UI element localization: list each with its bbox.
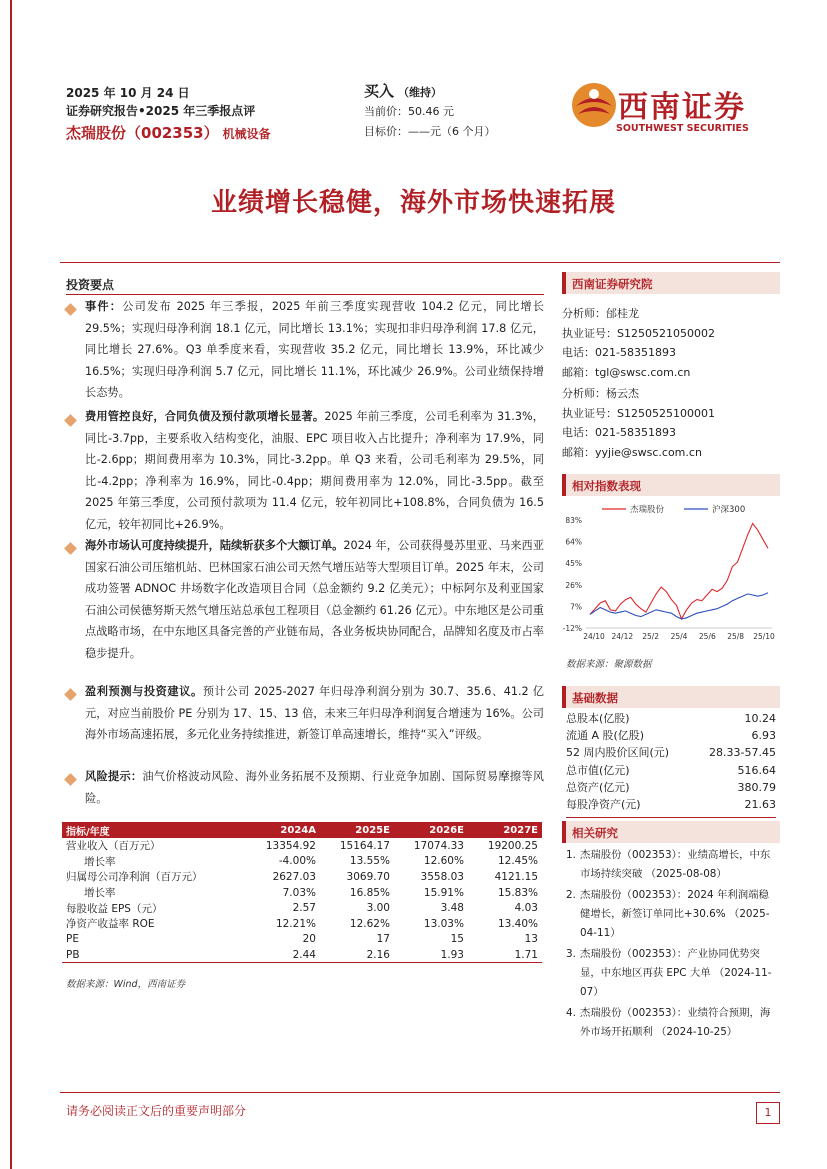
point-risk [66,766,544,809]
basic-data-divider [566,817,776,818]
research-title[interactable]: 杰瑞股份（002353）：业绩符合预期，海外市场开拓顺利 （2024-10-25） [580,1007,771,1038]
basic-data-label: 流通 A 股(亿股) [566,729,645,743]
research-item[interactable] [566,945,778,1002]
table-cell: 13.40% [497,917,538,930]
table-cell: 3.48 [440,902,464,915]
analyst-phone: 电话：021-58351893 [562,346,676,359]
table-cell: 12.62% [349,917,390,930]
section-heading: 投资要点 [66,278,115,292]
company-logo-icon [570,76,618,134]
table-cell: 15164.17 [339,839,390,852]
point-cost [66,406,544,535]
basic-data-value: 28.33-57.45 [709,746,776,760]
table-cell: 2.16 [320,947,394,963]
x-tick-label: 25/6 [698,632,716,641]
point-text: 公司发布 2025 年三季报，2025 年前三季度实现营收 104.2 亿元，同比增长 29.5%；实现归母净利润 18.1 亿元，同比增长 13.1%；实现扣非归母净利润 17.8 亿元，同比增长 27.6%。Q3 单季度来看，实现营收 35.2 亿元，同比增长 13.9%，环比减少 16.5%；实现归母净利润 5.7 亿元，同比增长 11.1%，环比减少 26.9%。公司业绩保持增长态势。 [85,300,544,399]
analyst-email[interactable]: 邮箱：yyjie@swsc.com.cn [562,445,702,459]
point-text: 2025 年前三季度，公司毛利率为 31.3%，同比-3.7pp，主要系收入结构变化，油服、EPC 项目收入占比提升；净利率为 17.9%，同比-2.6pp；期间费用率为 10.3%，同比-3.2pp。单 Q3 来看，公司毛利率为 29.5%，同比-4.2pp；净利率为 16.9%，同比-0.4pp；期间费用率为 12.0%，同比-3.5pp。截至 2025 年第三季度，公司预付款项为 11.4 亿元，较年初同比+108.8%，合同负债为 16.5 亿元，较年初同比+26.9%。 [85,410,544,531]
legend-label: 杰瑞股份 [630,505,665,515]
table-row [62,854,542,870]
table-cell: 12.60% [423,855,464,868]
x-tick-label: 25/2 [642,632,660,641]
basic-data-value: 516.64 [737,763,776,777]
table-row [62,900,542,916]
table-cell: 7.03% [282,886,316,899]
series-line [590,523,768,619]
rating-status: （维持） [398,86,443,99]
research-title[interactable]: 杰瑞股份（002353）：2024 年利润端稳健增长，新签订单同比+30.6% （2025-04-11） [580,889,770,939]
divider [60,262,780,263]
table-header: 指标/年度 [62,822,246,838]
basic-data-value: 380.79 [737,780,776,794]
basic-data-value: 6.93 [751,729,776,743]
series-line [590,593,768,619]
row-label: 归属母公司净利润（百万元） [66,871,203,884]
table-row [62,869,542,885]
basic-data-row [566,762,776,779]
table-cell: 3069.70 [346,870,390,883]
research-number: 2. [566,889,576,901]
research-item[interactable] [566,886,778,943]
y-tick-label: 83% [565,516,582,525]
table-cell: 19200.25 [487,839,538,852]
row-label: PE [66,933,79,946]
report-title: 业绩增长稳健，海外市场快速拓展 [210,188,616,218]
table-header-row [62,822,542,838]
basic-data-row [566,710,776,727]
table-cell: 16.85% [349,886,390,899]
x-tick-label: 25/4 [670,632,688,641]
section-divider [66,294,544,295]
table-cell: 12.45% [497,855,538,868]
point-text: 2024 年，公司获得曼苏里亚、马来西亚国家石油公司压缩机站、巴林国家石油公司天然气增压站等大型项目订单。2025 年末，公司成功签署 ADNOC 井场数字化改造项目合同（总金额约 9.2 亿美元）；中标阿尔及利亚国家石油公司侯德努斯天然气增压站总承包工程项目（总金额约 61.26 亿元）。中东地区是公司重点战略市场，在中东地区具备完善的产业链布局，各业务板块协同配合，品牌知名度及市占率稳步提升。 [85,539,544,660]
table-cell: 20 [302,933,316,946]
analyst-2 [562,384,715,462]
basic-data-value: 21.63 [744,797,776,811]
x-tick-label: 25/10 [753,632,775,641]
row-label: 增长率 [84,887,116,900]
table-cell: 2627.03 [272,870,316,883]
point-overseas [66,535,544,664]
basic-data-header: 基础数据 [562,686,780,708]
table-row [62,916,542,932]
table-cell: 4.03 [514,902,538,915]
analyst-name: 分析师：邰桂龙 [562,307,639,320]
x-tick-label: 24/10 [583,632,605,641]
company-name [66,122,271,143]
footer-disclaimer[interactable]: 请务必阅读正文后的重要声明部分 [66,1104,247,1118]
table-cell: 17074.33 [413,839,464,852]
table-header: 2026E [394,822,468,838]
basic-data-list [566,710,776,818]
target-price: 目标价：——元（6 个月） [364,125,496,138]
financial-forecast-table [62,822,542,963]
point-event [66,296,544,404]
logo-text-en: SOUTHWEST SECURITIES [616,123,749,134]
table-cell: 13354.92 [265,839,316,852]
institute-header: 西南证券研究院 [562,272,780,294]
basic-data-label: 每股净资产(元) [566,797,641,811]
y-tick-label: 7% [570,602,582,612]
research-item[interactable] [566,846,778,884]
page-number: 1 [756,1102,780,1124]
point-title: 事件： [85,300,123,313]
y-tick-label: 45% [565,559,582,569]
row-label: 每股收益 EPS（元） [66,902,163,915]
row-label: 增长率 [84,855,116,868]
table-cell: 13 [524,933,538,946]
basic-data-row [566,796,776,813]
basic-data-row [566,779,776,796]
relative-performance-chart [562,502,780,650]
company-label: 杰瑞股份（002353） [66,124,219,142]
point-title: 盈利预测与投资建议。 [85,685,203,698]
research-number: 4. [566,1007,576,1019]
y-tick-label: 26% [565,580,582,590]
basic-data-row [566,727,776,744]
table-cell: 1.93 [394,947,468,963]
table-row [62,947,542,963]
table-cell: 2.44 [246,947,320,963]
row-label: 净资产收益率 ROE [66,918,155,931]
table-cell: 4121.15 [494,870,538,883]
research-number: 3. [566,948,576,960]
analyst-name: 分析师：杨云杰 [562,387,639,400]
table-row [62,885,542,901]
analyst-cert: 执业证号：S1250525100001 [562,406,715,420]
point-forecast [66,681,544,746]
table-cell: 3558.03 [420,870,464,883]
chart-source: 数据来源：聚源数据 [566,659,652,670]
research-title[interactable]: 杰瑞股份（002353）：产业协同优势突显，中东地区再获 EPC 大单 （2024-11-07） [580,948,772,998]
table-cell: 15.91% [423,886,464,899]
table-header: 2027E [468,822,542,838]
table-row [62,932,542,948]
table-cell: 15.83% [497,886,538,899]
point-text: 预计公司 2025-2027 年归母净利润分别为 30.7、35.6、41.2 亿元，对应当前股价 PE 分别为 17、15、13 倍，未来三年归母净利润复合增速为 16%。公司海外市场高速拓展，多元化业务持续推进，新签订单高速增长，维持“买入”评级。 [85,685,544,741]
logo-text-cn: 西南证券 [618,90,746,125]
report-date: 2025 年 10 月 24 日 [66,86,190,100]
table-cell: 15 [450,933,464,946]
rating [364,80,442,101]
current-price: 当前价：50.46 元 [364,105,454,118]
chart-header: 相对指数表现 [562,474,780,496]
report-type: 证券研究报告•2025 年三季报点评 [66,104,256,118]
table-cell: -4.00% [278,855,316,868]
research-title[interactable]: 杰瑞股份（002353）：业绩高增长，中东市场持续突破 （2025-08-08） [580,849,771,880]
point-text: 油气价格波动风险、海外业务拓展不及预期、行业竞争加剧、国际贸易摩擦等风险。 [85,770,544,805]
table-cell: 12.21% [275,917,316,930]
y-tick-label: -12% [562,624,582,633]
table-cell: 17 [376,933,390,946]
rating-value: 买入 [364,82,395,100]
research-number: 1. [566,849,576,861]
table-cell: 13.55% [349,855,390,868]
basic-data-label: 总股本(亿股) [566,712,630,725]
table-cell: 1.71 [468,947,542,963]
basic-data-label: 总资产(亿元) [566,780,630,794]
left-accent-bar [10,0,12,1169]
analyst-phone: 电话：021-58351893 [562,426,676,439]
legend-label: 沪深300 [712,505,746,515]
industry-label: 机械设备 [222,127,271,141]
research-header: 相关研究 [562,821,780,843]
point-title: 风险提示： [85,770,143,783]
table-cell: 13.03% [423,917,464,930]
x-tick-label: 24/12 [611,632,634,641]
analyst-cert: 执业证号：S1250521050002 [562,326,715,340]
related-research-list [566,846,778,1044]
basic-data-value: 10.24 [744,712,776,725]
y-tick-label: 64% [565,537,582,547]
table-cell: 2.57 [292,902,316,915]
point-title: 海外市场认可度持续提升，陆续斩获多个大额订单。 [85,539,344,552]
point-title: 费用管控良好，合同负债及预付款项增长显著。 [85,410,325,423]
table-cell: 3.00 [366,902,390,915]
basic-data-label: 52 周内股价区间(元) [566,746,670,760]
table-header: 2024A [246,822,320,838]
row-label: 营业收入（百万元） [66,840,161,853]
basic-data-row [566,744,776,761]
basic-data-label: 总市值(亿元) [566,763,630,777]
table-source: 数据来源：Wind，西南证券 [66,979,186,990]
x-tick-label: 25/8 [727,632,745,641]
table-row [62,838,542,854]
row-label: PB [62,947,246,963]
research-item[interactable] [566,1004,778,1042]
analyst-1 [562,304,715,382]
footer-divider [60,1092,780,1093]
analyst-email[interactable]: 邮箱：tgl@swsc.com.cn [562,365,691,379]
table-header: 2025E [320,822,394,838]
